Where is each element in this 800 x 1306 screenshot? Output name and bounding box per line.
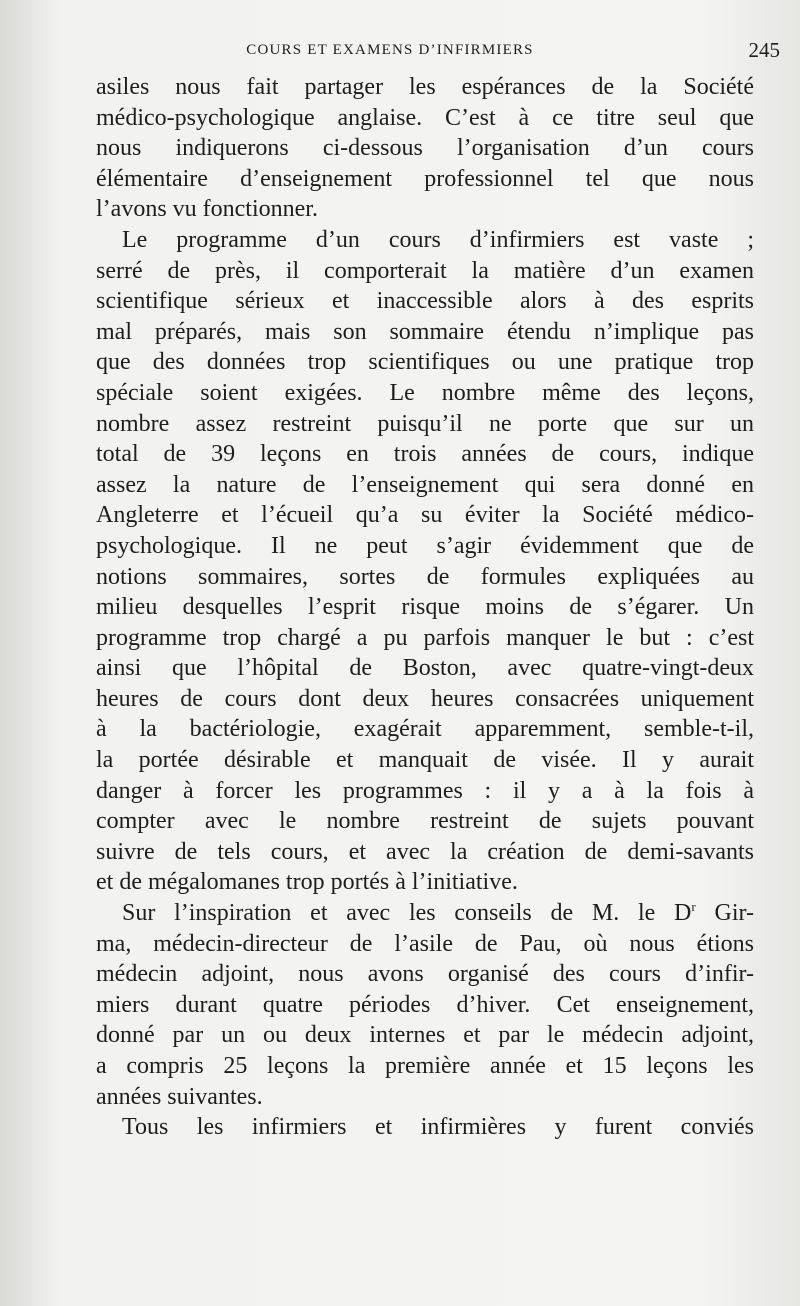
- text-line: [96, 623, 754, 654]
- line-text: Angleterre et l’écueil qu’a su éviter la Société médico-: [96, 502, 754, 529]
- line-text: donné par un ou deux internes et par le médecin adjoint,: [96, 1022, 754, 1049]
- line-text: heures de cours dont deux heures consacrées uniquement: [96, 685, 754, 712]
- text-line: [96, 531, 754, 562]
- text-line: [96, 194, 754, 225]
- line-text: notions sommaires, sortes de formules expliquées au: [96, 563, 754, 590]
- body-text: [96, 72, 754, 1143]
- line-text: Tous les infirmiers et infirmières y furent conviés: [122, 1114, 754, 1141]
- running-title: COURS ET EXAMENS D’INFIRMIERS: [246, 42, 534, 58]
- paragraph: [96, 898, 754, 1112]
- line-text: suivre de tels cours, et avec la création de demi-savants: [96, 838, 754, 865]
- line-text: années suivantes.: [96, 1083, 263, 1110]
- line-text: asiles nous fait partager les espérances de la Société: [96, 74, 754, 100]
- text-line: [96, 776, 754, 807]
- line-text: psychologique. Il ne peut s’agir évidemment que de: [96, 532, 754, 559]
- line-text: assez la nature de l’enseignement qui sera donné en: [96, 471, 754, 498]
- text-line: [96, 1051, 754, 1082]
- line-text: médico-psychologique anglaise. C’est à ce titre seul que: [96, 104, 754, 131]
- line-text: nous indiquerons ci-dessous l’organisation d’un cours: [96, 135, 754, 162]
- line-text: total de 39 leçons en trois années de cours, indique: [96, 441, 754, 468]
- text-line: [96, 72, 754, 103]
- line-text: scientifique sérieux et inaccessible alors à des esprits: [96, 288, 754, 315]
- line-text-continued: Gir-: [695, 900, 754, 927]
- line-text: a compris 25 leçons la première année et 15 leçons les: [96, 1053, 754, 1079]
- text-line: [96, 133, 754, 164]
- line-text: ma, médecin-directeur de l’asile de Pau, où nous étions: [96, 930, 754, 957]
- line-text: élémentaire d’enseignement professionnel tel que nous: [96, 165, 754, 192]
- line-text: la portée désirable et manquait de visée. Il y aurait: [96, 747, 754, 774]
- text-line: [96, 898, 754, 929]
- line-text: programme trop chargé a pu parfois manquer le but : c’est: [96, 624, 754, 651]
- text-line: [96, 837, 754, 868]
- text-line: [96, 1082, 754, 1113]
- line-text: compter avec le nombre restreint de sujets pouvant: [96, 808, 754, 835]
- text-line: [96, 256, 754, 287]
- text-line: [96, 592, 754, 623]
- text-line: [96, 990, 754, 1021]
- text-line: [96, 959, 754, 990]
- text-line: [96, 867, 754, 898]
- line-text: Le programme d’un cours d’infirmiers est vaste ;: [122, 226, 754, 253]
- line-text: et de mégalomanes trop portés à l’initiative.: [96, 869, 518, 896]
- text-line: [96, 225, 754, 256]
- text-line: [96, 806, 754, 837]
- line-text: que des données trop scientifiques ou une pratique trop: [96, 349, 754, 376]
- page-number: 245: [748, 38, 780, 62]
- line-text: danger à forcer les programmes : il y a à la fois à: [96, 777, 754, 804]
- line-text: nombre assez restreint puisqu’il ne porte que sur un: [96, 410, 754, 437]
- line-text: spéciale soient exigées. Le nombre même des leçons,: [96, 379, 754, 406]
- line-text: miers durant quatre périodes d’hiver. Cet enseignement,: [96, 991, 754, 1018]
- text-line: [96, 500, 754, 531]
- text-line: [96, 684, 754, 715]
- text-line: [96, 714, 754, 745]
- line-text: ainsi que l’hôpital de Boston, avec quatre-vingt-deux: [96, 655, 754, 682]
- text-line: [96, 103, 754, 134]
- text-line: [96, 1112, 754, 1143]
- text-line: [96, 378, 754, 409]
- text-line: [96, 164, 754, 195]
- text-line: [96, 1020, 754, 1051]
- text-line: [96, 409, 754, 440]
- text-line: [96, 653, 754, 684]
- text-line: [96, 286, 754, 317]
- line-text: serré de près, il comporterait la matière d’un examen: [96, 257, 754, 284]
- paragraph: [96, 72, 754, 225]
- text-line: [96, 562, 754, 593]
- running-head: [90, 38, 780, 68]
- text-line: [96, 317, 754, 348]
- text-line: [96, 347, 754, 378]
- line-text: médecin adjoint, nous avons organisé des cours d’infir-: [96, 961, 754, 988]
- line-text: milieu desquelles l’esprit risque moins de s’égarer. Un: [96, 594, 754, 621]
- paragraph: [96, 1112, 754, 1143]
- text-line: [96, 470, 754, 501]
- line-text: mal préparés, mais son sommaire étendu n’implique pas: [96, 318, 754, 345]
- text-line: [96, 929, 754, 960]
- text-line: [96, 745, 754, 776]
- text-line: [96, 439, 754, 470]
- paragraph: [96, 225, 754, 898]
- superscript: r: [691, 899, 696, 915]
- line-text: à la bactériologie, exagérait apparemment, semble-t-il,: [96, 716, 754, 743]
- line-text: Sur l’inspiration et avec les conseils de M. le D: [122, 900, 692, 927]
- line-text: l’avons vu fonctionner.: [96, 196, 318, 223]
